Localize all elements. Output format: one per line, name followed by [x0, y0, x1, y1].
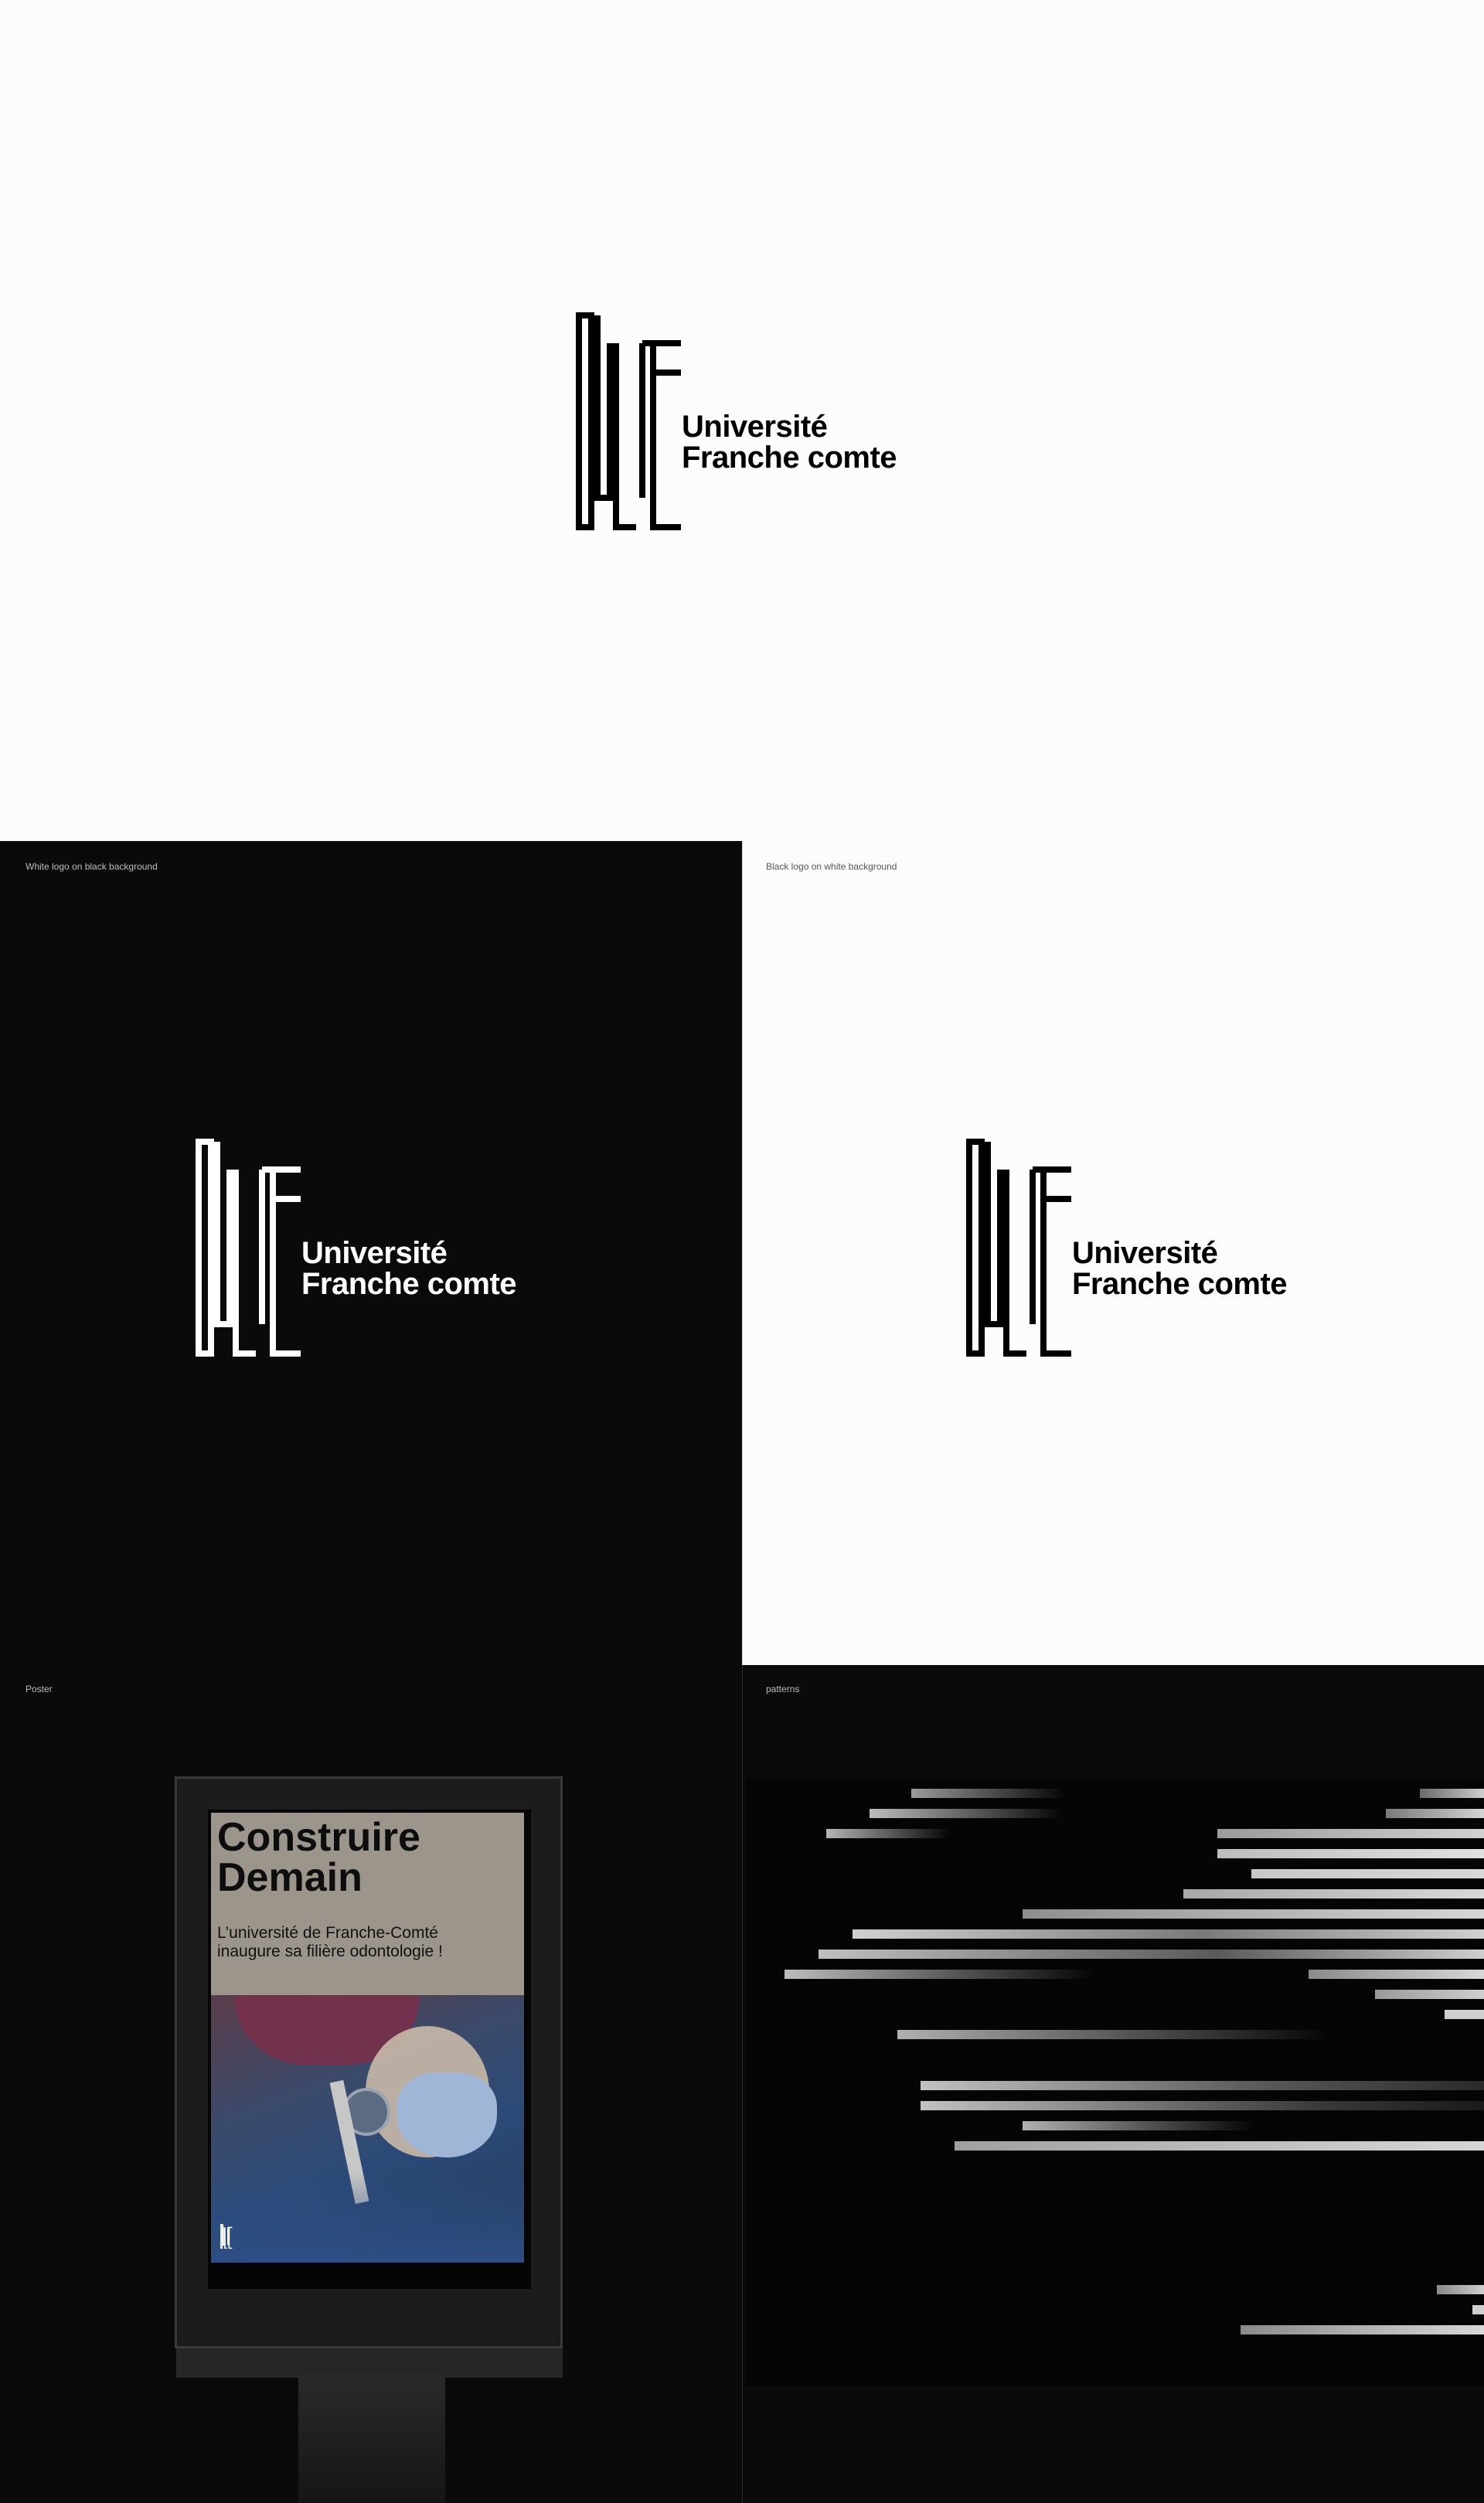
pattern-bar	[1251, 1869, 1484, 1878]
poster-stand	[176, 2347, 563, 2378]
poster-headline-line1: Construire	[217, 1815, 420, 1860]
pattern-bar	[826, 1829, 950, 1838]
poster-headline-line2: Demain	[217, 1855, 362, 1900]
pattern-bar	[955, 2141, 1484, 2151]
logo-line1: Université	[1072, 1236, 1218, 1270]
pattern-bar	[921, 2081, 1484, 2090]
logo-line1: Université	[301, 1236, 448, 1270]
pattern-bar	[870, 1809, 1063, 1818]
pattern-bar	[911, 1789, 1066, 1798]
ufc-monogram-icon	[196, 1139, 304, 1357]
hero-section	[0, 0, 1484, 841]
pattern-bar	[1420, 1789, 1484, 1798]
logo-line2: Franche comte	[1072, 1267, 1288, 1301]
pattern-bar	[1217, 1829, 1484, 1838]
poster-photo	[211, 1995, 524, 2263]
pattern-bar	[1217, 1849, 1484, 1858]
panel-poster	[0, 1665, 742, 2503]
panel-label: Black logo on white background	[766, 861, 897, 872]
patterns-canvas	[746, 1779, 1484, 2386]
panel-black-on-white	[742, 841, 1484, 1665]
hero-logo-wordmark	[682, 411, 897, 473]
panel-label: Poster	[26, 1684, 53, 1694]
pattern-bar	[1183, 1889, 1484, 1899]
pattern-bar	[1437, 2285, 1484, 2294]
pattern-bar	[1309, 1970, 1484, 1979]
poster-subtitle-line2: inaugure sa filière odontologie !	[217, 1943, 443, 1960]
pattern-bar	[1023, 2121, 1254, 2130]
poster-headline	[217, 1817, 420, 1898]
pattern-bar	[785, 1970, 1094, 1979]
panel-label: patterns	[766, 1684, 800, 1694]
poster-text-band	[211, 1813, 524, 1995]
poster-stand-neck	[298, 2375, 445, 2503]
hero-logo-line1: Université	[682, 410, 828, 444]
ufc-monogram-icon	[220, 2224, 233, 2249]
ufc-monogram-icon	[966, 1139, 1074, 1357]
pattern-bar	[1375, 1990, 1484, 1999]
pattern-bar	[897, 2030, 1330, 2039]
pattern-bar	[1241, 2325, 1484, 2334]
pattern-bar	[921, 2101, 1484, 2110]
pattern-bar	[1472, 2305, 1484, 2314]
hero-logo-line2: Franche comte	[682, 441, 897, 475]
poster-subtitle	[217, 1924, 443, 1961]
pattern-bar	[1386, 1809, 1484, 1818]
panel-patterns	[742, 1665, 1484, 2503]
logo-line2: Franche comte	[301, 1267, 517, 1301]
pattern-bar	[1023, 1909, 1484, 1919]
pattern-bar	[819, 1950, 1484, 1959]
panel-white-on-black	[0, 841, 742, 1665]
poster-subtitle-line1: L’université de Franche-Comté	[217, 1924, 438, 1942]
pattern-bar	[853, 1929, 1484, 1939]
ufc-monogram-icon	[576, 312, 684, 530]
logo-wordmark	[1072, 1238, 1287, 1299]
poster-sheet	[208, 1810, 531, 2289]
poster-frame	[175, 1776, 563, 2348]
pattern-bar	[1445, 2010, 1484, 2019]
panel-label: White logo on black background	[26, 861, 158, 872]
logo-wordmark	[301, 1238, 516, 1299]
